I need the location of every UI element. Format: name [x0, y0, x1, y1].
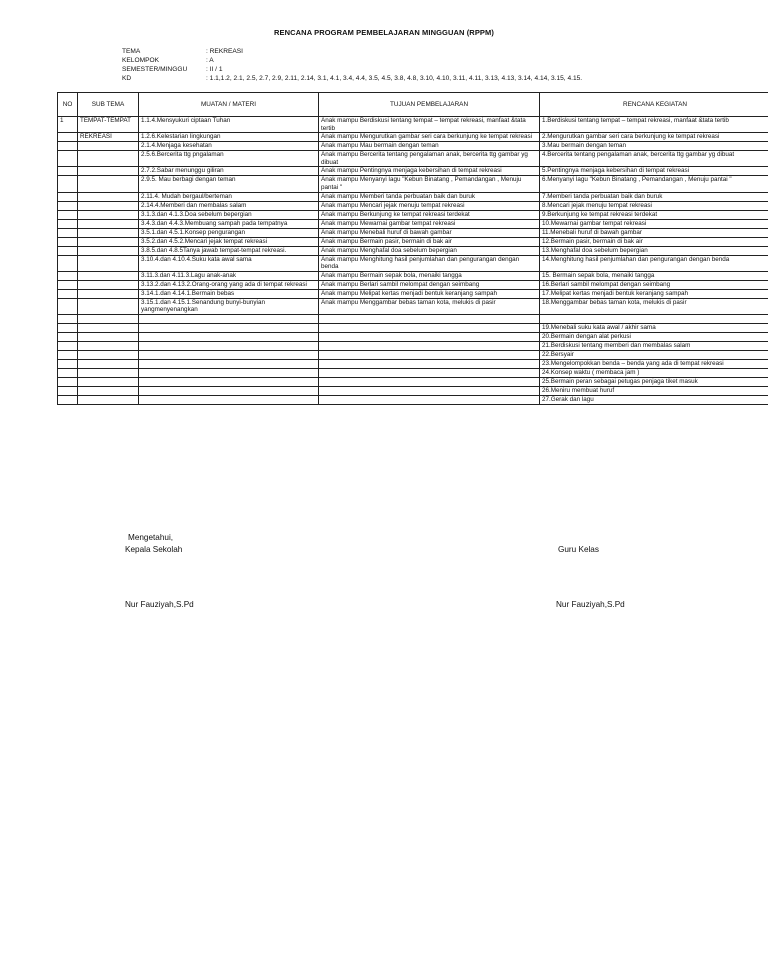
cell-kegiatan: 2.Mengurutkan gambar seri cara berkunjung ke tempat rekreasi	[540, 133, 768, 142]
cell-muatan: 3.1.3.dan 4.1.3.Doa sebelum bepergian	[139, 210, 319, 219]
table-row	[58, 377, 768, 386]
table-row	[58, 323, 768, 332]
cell-kegiatan: 5.Pentingnya menjaga kebersihan di tempat rekreasi	[540, 167, 768, 176]
table-row	[58, 298, 768, 314]
cell-kegiatan: 12.Bermain pasir, bermain di bak air	[540, 237, 768, 246]
cell-muatan: 2.11.4. Mudah bergaul/berteman	[139, 192, 319, 201]
sig-guru-kelas: Guru Kelas	[558, 545, 599, 554]
cell-muatan	[139, 332, 319, 341]
cell-tujuan: Anak mampu Bercerita tentang pengalaman anak, bercerita ttg gambar yg dibuat	[319, 151, 540, 167]
cell-sub-tema	[78, 280, 139, 289]
cell-sub-tema	[78, 386, 139, 395]
table-row	[58, 192, 768, 201]
cell-no	[58, 289, 78, 298]
cell-no	[58, 314, 78, 323]
cell-no	[58, 350, 78, 359]
meta-value: : REKREASI	[206, 48, 244, 55]
cell-sub-tema	[78, 298, 139, 314]
cell-muatan	[139, 386, 319, 395]
table-row	[58, 350, 768, 359]
cell-no	[58, 167, 78, 176]
header-muatan-materi: MUATAN / MATERI	[139, 93, 319, 117]
cell-sub-tema	[78, 350, 139, 359]
cell-tujuan: Anak mampu Bermain sepak bola, menaiki tangga	[319, 271, 540, 280]
table-row	[58, 176, 768, 192]
meta-row-kelompok	[122, 56, 582, 65]
cell-no	[58, 386, 78, 395]
cell-kegiatan	[540, 314, 768, 323]
table-row	[58, 246, 768, 255]
cell-muatan: 3.14.1.dan 4.14.1.Bermain bebas	[139, 289, 319, 298]
cell-no: 1	[58, 117, 78, 133]
cell-kegiatan: 19.Menebali suku kata awal / akhir sama	[540, 323, 768, 332]
cell-sub-tema	[78, 246, 139, 255]
cell-muatan	[139, 341, 319, 350]
cell-no	[58, 359, 78, 368]
cell-kegiatan: 6.Menyanyi lagu "Kebun Binatang , Pemandangan , Menuju pantai "	[540, 176, 768, 192]
cell-muatan	[139, 350, 319, 359]
cell-kegiatan: 16.Berlari sambil melompat dengan seimbang	[540, 280, 768, 289]
cell-kegiatan: 27.Gerak dan lagu	[540, 395, 768, 404]
cell-tujuan: Anak mampu Mencari jejak menuju tempat rekreasi	[319, 201, 540, 210]
cell-tujuan: Anak mampu Pentingnya menjaga kebersihan di tempat rekreasi	[319, 167, 540, 176]
cell-kegiatan: 10.Mewarnai gambar tempat rekreasi	[540, 219, 768, 228]
cell-sub-tema	[78, 341, 139, 350]
cell-kegiatan: 13.Menghafal doa sebelum bepergian	[540, 246, 768, 255]
cell-kegiatan: 24.Konsep waktu ( membaca jam )	[540, 368, 768, 377]
cell-tujuan	[319, 323, 540, 332]
cell-muatan: 1.2.6.Kelestarian lingkungan	[139, 133, 319, 142]
cell-muatan	[139, 323, 319, 332]
cell-tujuan: Anak mampu Menyanyi lagu "Kebun Binatang , Pemandangan , Menuju pantai "	[319, 176, 540, 192]
header-no: NO	[58, 93, 78, 117]
table-row	[58, 117, 768, 133]
cell-kegiatan: 26.Meniru membuat huruf	[540, 386, 768, 395]
cell-tujuan: Anak mampu Melipat kertas menjadi bentuk keranjang sampah	[319, 289, 540, 298]
cell-sub-tema	[78, 192, 139, 201]
cell-muatan: 3.4.3.dan 4.4.3.Membuang sampah pada tempatnya	[139, 219, 319, 228]
cell-sub-tema	[78, 255, 139, 271]
table-row	[58, 219, 768, 228]
cell-tujuan	[319, 314, 540, 323]
meta-label: SEMESTER/MINGGU	[122, 66, 188, 73]
cell-no	[58, 192, 78, 201]
cell-tujuan: Anak mampu Bermain pasir, bermain di bak air	[319, 237, 540, 246]
cell-no	[58, 142, 78, 151]
cell-muatan: 2.14.4.Memberi dan membalas salam	[139, 201, 319, 210]
cell-no	[58, 176, 78, 192]
cell-sub-tema	[78, 395, 139, 404]
meta-label: KD	[122, 75, 132, 82]
cell-tujuan: Anak mampu Berdiskusi tentang tempat – tempat rekreasi, manfaat &tata tertib	[319, 117, 540, 133]
cell-tujuan: Anak mampu Memberi tanda perbuatan baik dan buruk	[319, 192, 540, 201]
table-row	[58, 280, 768, 289]
cell-tujuan: Anak mampu Mewarnai gambar tempat rekreasi	[319, 219, 540, 228]
sig-left-name: Nur Fauziyah,S.Pd	[125, 600, 194, 609]
cell-kegiatan: 4.Bercerita tentang pengalaman anak, bercerita ttg gambar yg dibuat	[540, 151, 768, 167]
cell-tujuan: Anak mampu Berlari sambil melompat dengan seimbang	[319, 280, 540, 289]
cell-sub-tema	[78, 332, 139, 341]
cell-no	[58, 228, 78, 237]
meta-value: : II / 1	[206, 66, 223, 73]
cell-muatan: 3.15.1.dan 4.15.1.Senandung bunyi-bunyian yangmenyenangkan	[139, 298, 319, 314]
cell-no	[58, 271, 78, 280]
table-row	[58, 271, 768, 280]
cell-muatan: 2.9.5. Mau berbagi dengan teman	[139, 176, 319, 192]
table-row	[58, 359, 768, 368]
cell-sub-tema	[78, 289, 139, 298]
table-row	[58, 167, 768, 176]
cell-no	[58, 201, 78, 210]
cell-no	[58, 151, 78, 167]
sig-right-name: Nur Fauziyah,S.Pd	[556, 600, 625, 609]
cell-no	[58, 298, 78, 314]
header-sub-tema: SUB TEMA	[78, 93, 139, 117]
rppm-table	[57, 92, 768, 405]
cell-tujuan	[319, 395, 540, 404]
cell-sub-tema	[78, 176, 139, 192]
cell-kegiatan: 20.Bermain dengan alat perkusi	[540, 332, 768, 341]
meta-row-kd	[122, 74, 582, 83]
cell-kegiatan: 11.Menebali huruf di bawah gambar	[540, 228, 768, 237]
cell-tujuan: Anak mampu Mengurutkan gambar seri cara berkunjung ke tempat rekreasi	[319, 133, 540, 142]
cell-muatan: 3.11.3.dan 4.11.3.Lagu anak-anak	[139, 271, 319, 280]
cell-tujuan	[319, 377, 540, 386]
cell-sub-tema	[78, 201, 139, 210]
meta-label: KELOMPOK	[122, 57, 160, 64]
table-header-row	[58, 93, 768, 117]
cell-no	[58, 332, 78, 341]
cell-muatan	[139, 395, 319, 404]
table-row	[58, 201, 768, 210]
meta-label: TEMA	[122, 48, 141, 55]
cell-kegiatan: 14.Menghitung hasil penjumlahan dan pengurangan dengan benda	[540, 255, 768, 271]
cell-muatan: 3.13.2.dan 4.13.2.Orang-orang yang ada di tempat rekreasi	[139, 280, 319, 289]
table-row	[58, 142, 768, 151]
cell-no	[58, 395, 78, 404]
cell-muatan: 2.7.2.Sabar menunggu giliran	[139, 167, 319, 176]
header-rencana-kegiatan: RENCANA KEGIATAN	[540, 93, 768, 117]
cell-sub-tema	[78, 167, 139, 176]
cell-sub-tema	[78, 368, 139, 377]
cell-muatan: 3.8.5.dan 4.8.5Tanya jawab tempat-tempat rekreasi.	[139, 246, 319, 255]
cell-no	[58, 255, 78, 271]
cell-tujuan	[319, 368, 540, 377]
cell-no	[58, 377, 78, 386]
cell-tujuan: Anak mampu Menghitung hasil penjumlahan dan pengurangan dengan benda	[319, 255, 540, 271]
cell-muatan	[139, 359, 319, 368]
table-row	[58, 386, 768, 395]
cell-tujuan	[319, 332, 540, 341]
cell-tujuan: Anak mampu Menghafal doa sebelum bepergian	[319, 246, 540, 255]
cell-no	[58, 210, 78, 219]
cell-tujuan	[319, 359, 540, 368]
sig-kepala-sekolah: Kepala Sekolah	[125, 545, 183, 554]
meta-row-semester	[122, 65, 582, 74]
cell-sub-tema: TEMPAT-TEMPAT	[78, 117, 139, 133]
cell-sub-tema	[78, 323, 139, 332]
cell-sub-tema	[78, 314, 139, 323]
cell-kegiatan: 1.Berdiskusi tentang tempat – tempat rekreasi, manfaat &tata tertib	[540, 117, 768, 133]
cell-no	[58, 341, 78, 350]
document-title: RENCANA PROGRAM PEMBELAJARAN MINGGUAN (RPPM)	[274, 28, 494, 37]
cell-muatan: 2.5.6.Bercerita ttg pngalaman	[139, 151, 319, 167]
signature-left	[125, 532, 183, 556]
meta-value: : A	[206, 57, 214, 64]
cell-kegiatan: 25.Bermain peran sebagai petugas penjaga tiket masuk	[540, 377, 768, 386]
cell-tujuan: Anak mampu Berkunjung ke tempat rekreasi terdekat	[319, 210, 540, 219]
cell-muatan	[139, 377, 319, 386]
cell-sub-tema	[78, 228, 139, 237]
cell-kegiatan: 21.Berdiskusi tentang memberi dan membalas salam	[540, 341, 768, 350]
cell-no	[58, 219, 78, 228]
cell-sub-tema	[78, 237, 139, 246]
cell-sub-tema	[78, 151, 139, 167]
cell-muatan: 3.5.1.dan 4.5.1.Konsep pengurangan	[139, 228, 319, 237]
cell-tujuan: Anak mampu Menggambar bebas taman kota, melukis di pasir	[319, 298, 540, 314]
cell-muatan	[139, 314, 319, 323]
cell-tujuan	[319, 350, 540, 359]
table-row	[58, 237, 768, 246]
cell-kegiatan: 18.Menggambar bebas taman kota, melukis di pasir	[540, 298, 768, 314]
cell-tujuan	[319, 341, 540, 350]
header-tujuan-pembelajaran: TUJUAN PEMBELAJARAN	[319, 93, 540, 117]
cell-tujuan: Anak mampu Menebali huruf di bawah gambar	[319, 228, 540, 237]
table-row	[58, 341, 768, 350]
table-row	[58, 255, 768, 271]
cell-kegiatan: 22.Bersyair	[540, 350, 768, 359]
cell-no	[58, 133, 78, 142]
table-row	[58, 228, 768, 237]
cell-muatan: 3.10.4.dan 4.10.4.Suku kata awal sama	[139, 255, 319, 271]
cell-no	[58, 368, 78, 377]
cell-sub-tema: REKREASI	[78, 133, 139, 142]
meta-row-tema	[122, 47, 582, 56]
cell-sub-tema	[78, 271, 139, 280]
cell-muatan	[139, 368, 319, 377]
cell-kegiatan: 17.Melipat kertas menjadi bentuk keranjang sampah	[540, 289, 768, 298]
table-row	[58, 332, 768, 341]
cell-muatan: 3.5.2.dan 4.5.2.Mencari jejak tempat rekreasi	[139, 237, 319, 246]
cell-sub-tema	[78, 210, 139, 219]
cell-kegiatan: 8.Mencari jejak menuju tempat rekreasi	[540, 201, 768, 210]
table-row	[58, 151, 768, 167]
cell-tujuan	[319, 386, 540, 395]
table-row	[58, 289, 768, 298]
table-row	[58, 133, 768, 142]
meta-block	[122, 47, 582, 83]
table-row	[58, 210, 768, 219]
cell-kegiatan: 3.Mau bermain dengan teman	[540, 142, 768, 151]
cell-kegiatan: 15. Bermain sepak bola, menaiki tangga	[540, 271, 768, 280]
table-row	[58, 395, 768, 404]
cell-kegiatan: 9.Berkunjung ke tempat rekreasi terdekat	[540, 210, 768, 219]
sig-mengetahui: Mengetahui,	[128, 533, 174, 542]
cell-muatan: 2.1.4.Menjaga kesehatan	[139, 142, 319, 151]
cell-sub-tema	[78, 359, 139, 368]
meta-value: : 1.1,1.2, 2.1, 2.5, 2.7, 2.9, 2.11, 2.14, 3.1, 4.1, 3.4, 4.4, 3.5, 4.5, 3.8, 4.8, 3.10, 4.10, 3.11, 4.11, 3.13, 4.13, 3.14, 4.14, 3.15, 4.15.	[206, 75, 583, 82]
cell-sub-tema	[78, 377, 139, 386]
cell-muatan: 1.1.4.Mensyukuri ciptaan Tuhan	[139, 117, 319, 133]
cell-kegiatan: 23.Mengelompokkan benda – benda yang ada di tempat rekreasi	[540, 359, 768, 368]
cell-no	[58, 280, 78, 289]
cell-no	[58, 237, 78, 246]
cell-no	[58, 246, 78, 255]
cell-kegiatan: 7.Memberi tanda perbuatan baik dan buruk	[540, 192, 768, 201]
table-row	[58, 314, 768, 323]
cell-tujuan: Anak mampu Mau bermain dengan teman	[319, 142, 540, 151]
table-row	[58, 368, 768, 377]
cell-sub-tema	[78, 142, 139, 151]
cell-no	[58, 323, 78, 332]
cell-sub-tema	[78, 219, 139, 228]
